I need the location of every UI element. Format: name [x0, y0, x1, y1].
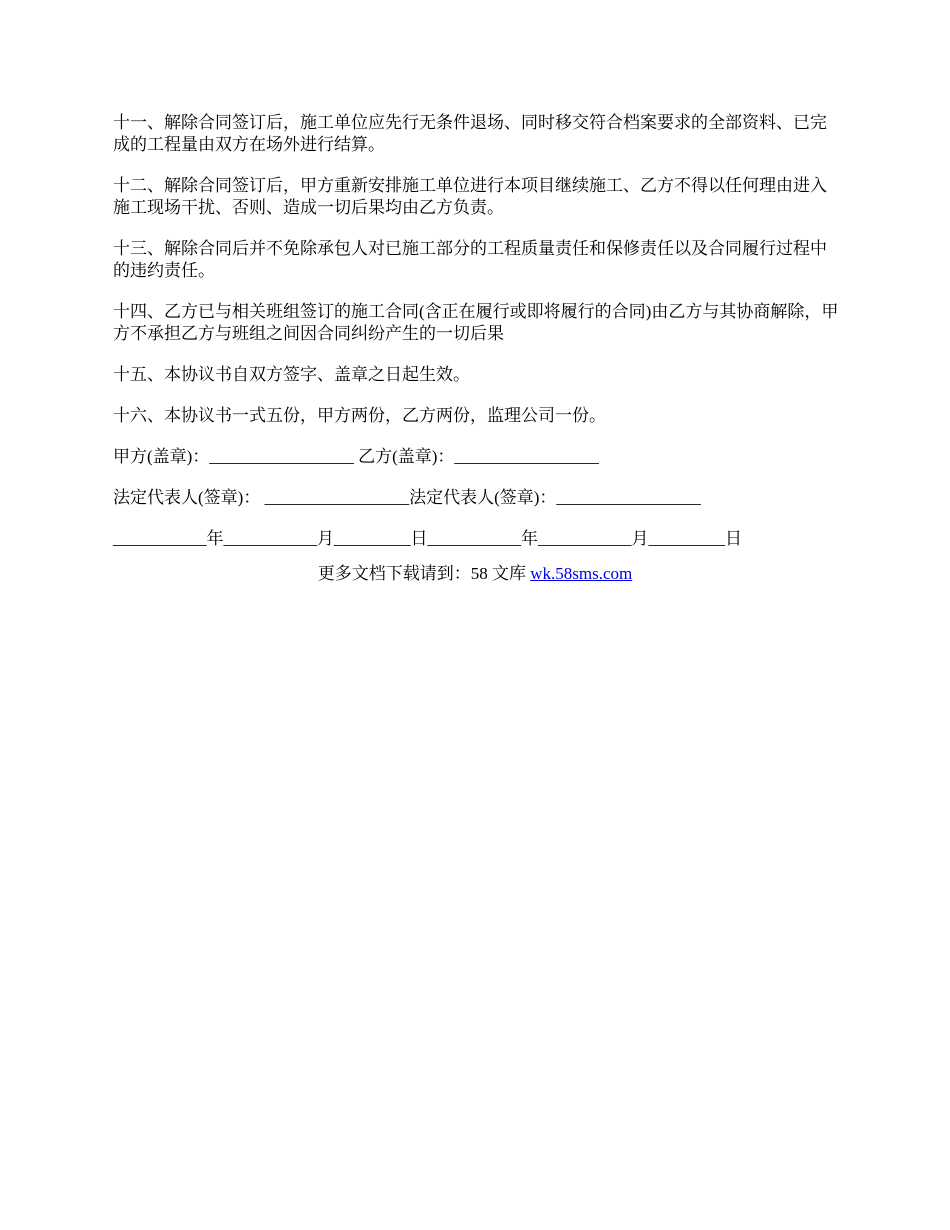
representative-signature-line: 法定代表人(签章)： _________________法定代表人(签章)：_________________ [113, 488, 701, 507]
clause-14: 十四、乙方已与相关班组签订的施工合同(含正在履行或即将履行的合同)由乙方与其协商解除，甲方不承担乙方与班组之间因合同纠纷产生的一切后果 [113, 302, 839, 343]
clause-12: 十二、解除合同签订后，甲方重新安排施工单位进行本项目继续施工、乙方不得以任何理由进入施工现场干扰、否则、造成一切后果均由乙方负责。 [113, 176, 827, 217]
date-signature-line: ___________年___________月_________日___________年___________月_________日 [113, 529, 742, 548]
footer-text: 更多文档下载请到：58 文库 [317, 564, 531, 583]
seal-signature-line: 甲方(盖章)：_________________ 乙方(盖章)：_________________ [113, 447, 599, 466]
footer-link[interactable]: wk.58sms.com [530, 564, 633, 583]
clause-16: 十六、本协议书一式五份，甲方两份，乙方两份，监理公司一份。 [113, 406, 606, 425]
clause-13: 十三、解除合同后并不免除承包人对已施工部分的工程质量责任和保修责任以及合同履行过程中的违约责任。 [113, 239, 827, 280]
document-body [113, 112, 843, 569]
clause-15: 十五、本协议书自双方签字、盖章之日起生效。 [113, 365, 470, 384]
download-footer [0, 563, 950, 585]
clause-11: 十一、解除合同签订后，施工单位应先行无条件退场、同时移交符合档案要求的全部资料、已完成的工程量由双方在场外进行结算。 [113, 113, 827, 154]
